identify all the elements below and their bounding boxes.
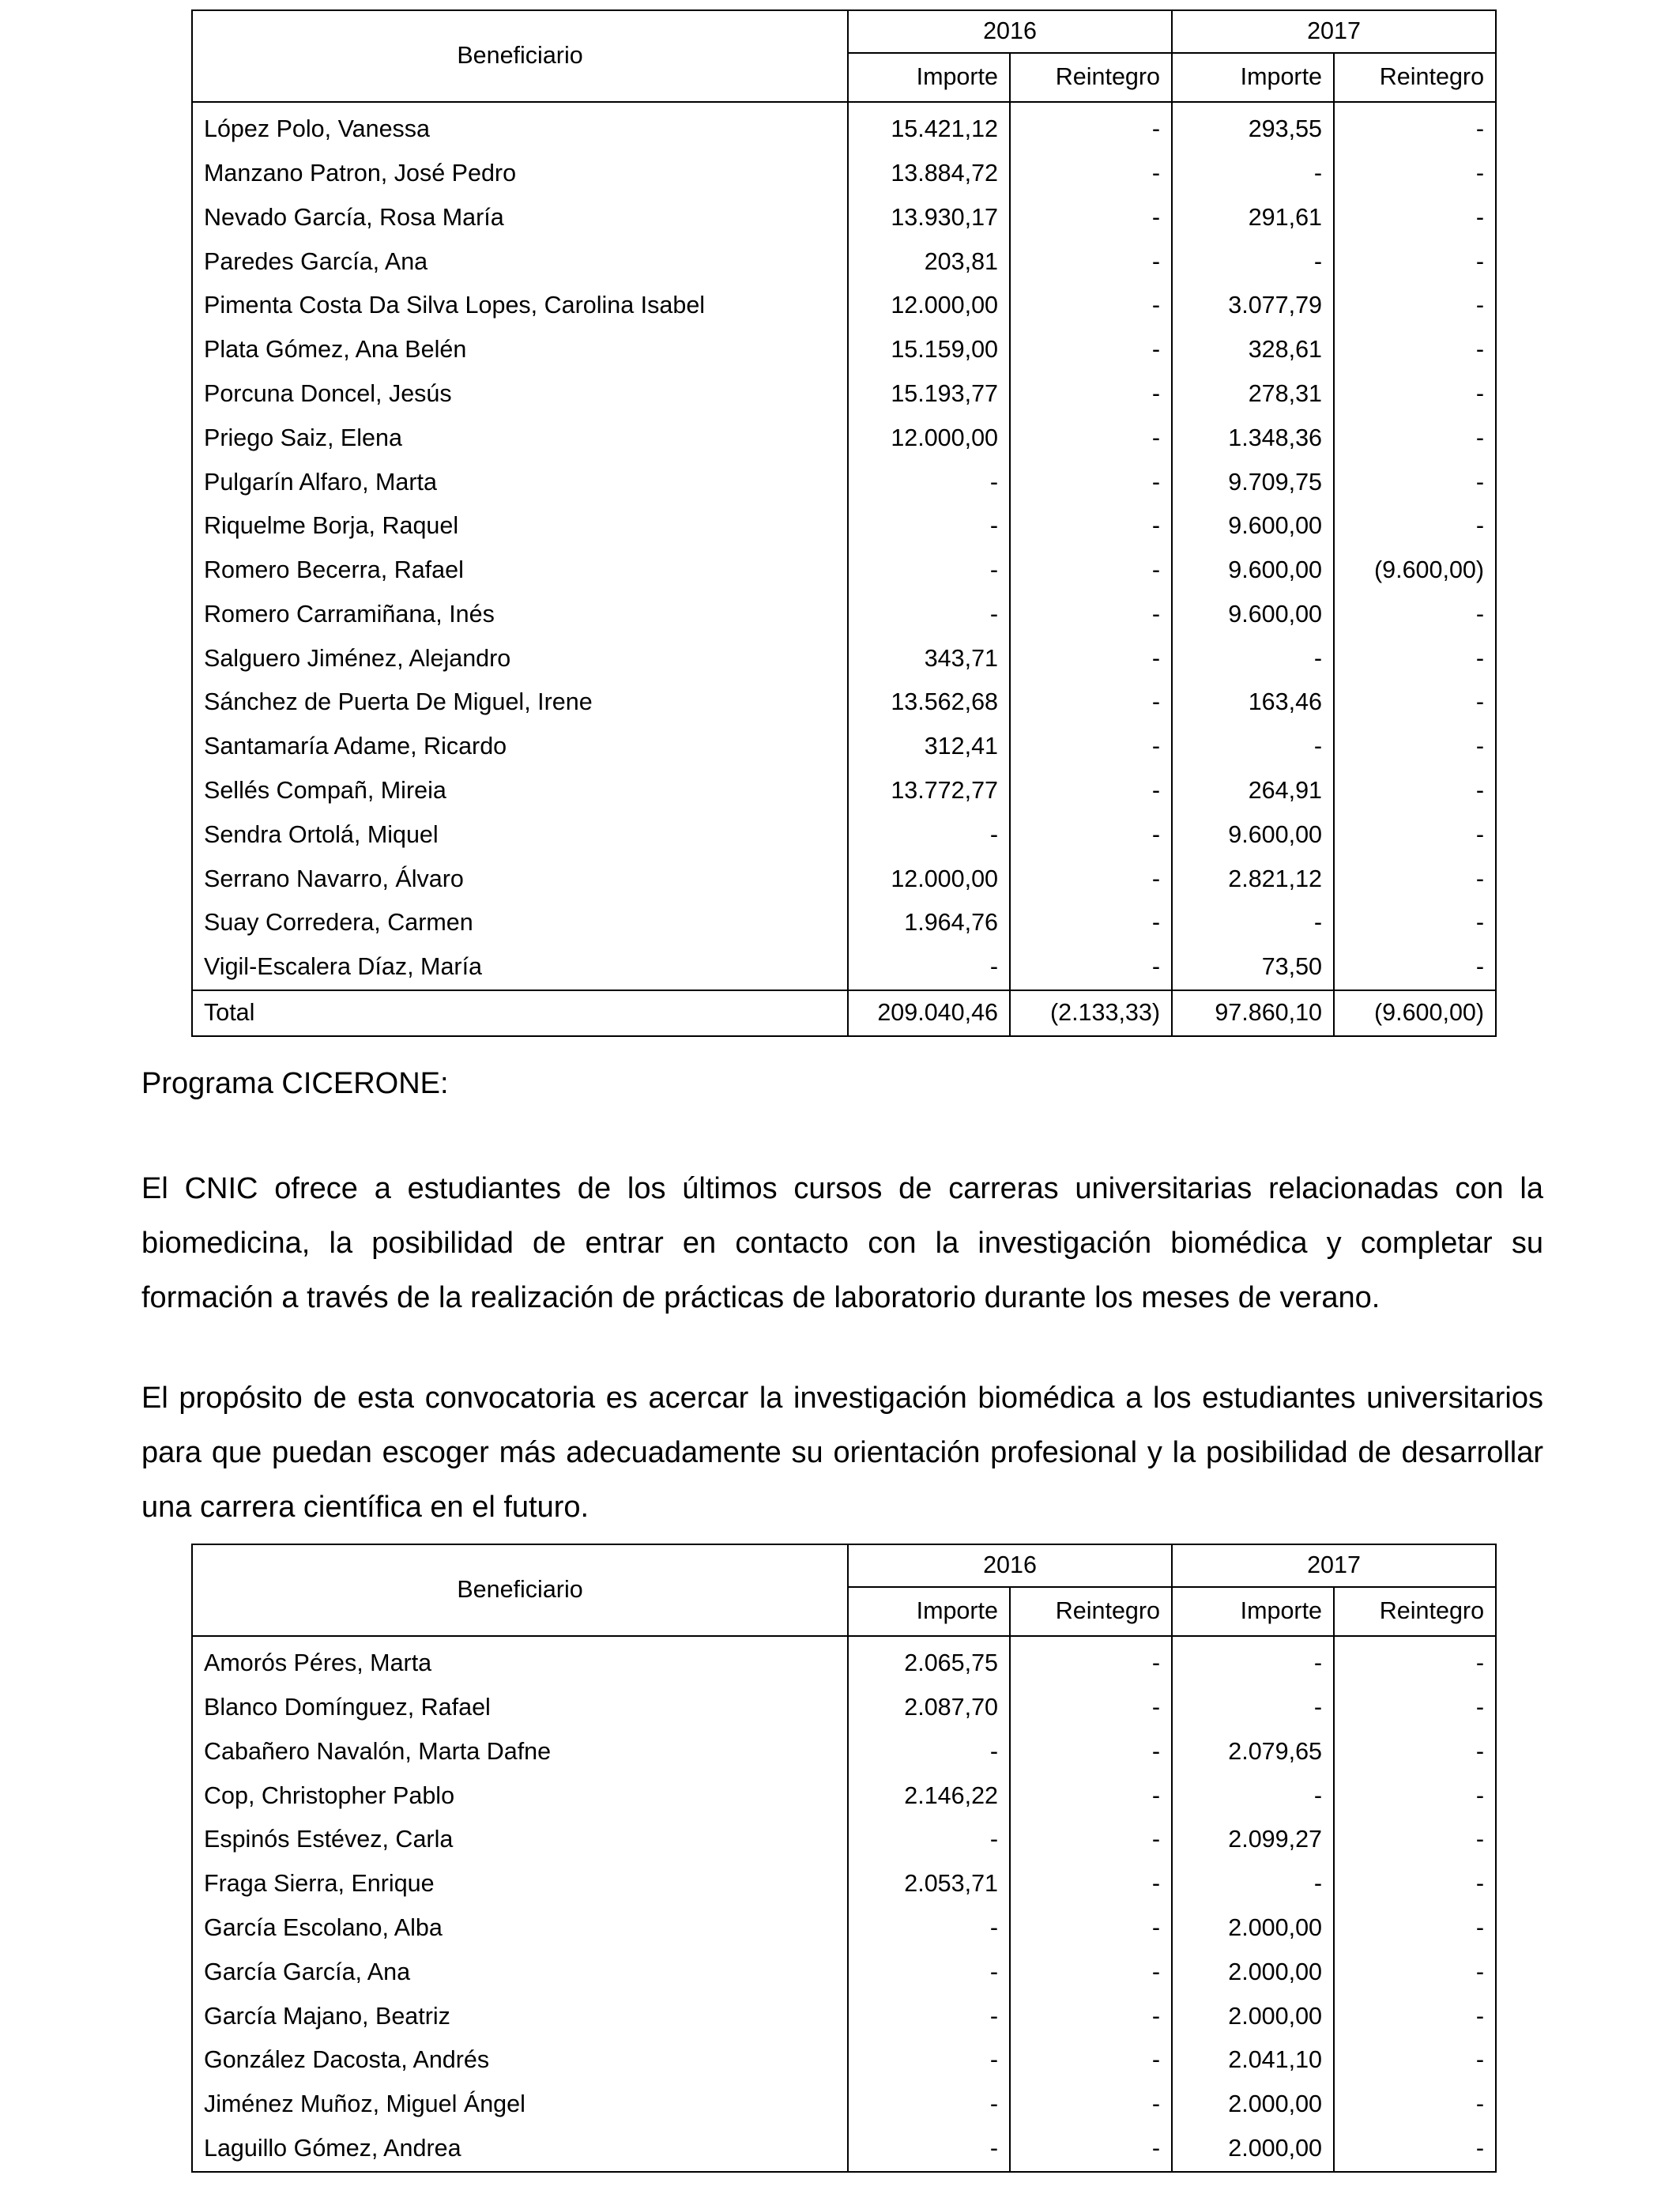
importe-2016: 12.000,00 [848, 284, 1010, 328]
importe-2016: 2.087,70 [848, 1686, 1010, 1730]
importe-2016: - [848, 1994, 1010, 2038]
importe-2016: - [848, 1906, 1010, 1951]
table-row [192, 1686, 1496, 1730]
beneficiary-name: Fraga Sierra, Enrique [192, 1862, 848, 1906]
reintegro-2017: - [1334, 858, 1496, 902]
reintegro-2016: - [1010, 196, 1172, 240]
reintegro-2017: - [1334, 1636, 1496, 1686]
header-year-2017: 2017 [1172, 10, 1496, 53]
importe-2016: - [848, 2127, 1010, 2172]
header-importe-2017: Importe [1172, 1587, 1334, 1636]
importe-2017: 264,91 [1172, 769, 1334, 813]
reintegro-2017: - [1334, 328, 1496, 372]
reintegro-2016: - [1010, 417, 1172, 461]
table-row [192, 1994, 1496, 2038]
importe-2017: 9.600,00 [1172, 593, 1334, 637]
beneficiary-name: Salguero Jiménez, Alejandro [192, 637, 848, 681]
importe-2017: - [1172, 152, 1334, 196]
beneficiary-name: Laguillo Gómez, Andrea [192, 2127, 848, 2172]
reintegro-2017: - [1334, 593, 1496, 637]
reintegro-2017: - [1334, 1774, 1496, 1818]
reintegro-2016: - [1010, 2038, 1172, 2083]
reintegro-2016: - [1010, 680, 1172, 725]
importe-2016: - [848, 945, 1010, 990]
reintegro-2016: - [1010, 548, 1172, 593]
beneficiary-name: García Escolano, Alba [192, 1906, 848, 1951]
table-row [192, 680, 1496, 725]
table-row [192, 548, 1496, 593]
importe-2017: 3.077,79 [1172, 284, 1334, 328]
reintegro-2016: - [1010, 725, 1172, 769]
beneficiary-name: Romero Becerra, Rafael [192, 548, 848, 593]
importe-2017: 163,46 [1172, 680, 1334, 725]
importe-2016: 13.930,17 [848, 196, 1010, 240]
reintegro-2017: - [1334, 152, 1496, 196]
total-label: Total [192, 990, 848, 1036]
table-row [192, 1862, 1496, 1906]
beneficiary-name: Sellés Compañ, Mireia [192, 769, 848, 813]
table-row [192, 2127, 1496, 2172]
total-reintegro-2017: (9.600,00) [1334, 990, 1496, 1036]
importe-2016: - [848, 593, 1010, 637]
reintegro-2017: - [1334, 239, 1496, 284]
importe-2016: - [848, 2038, 1010, 2083]
table-row [192, 152, 1496, 196]
reintegro-2017: - [1334, 2127, 1496, 2172]
reintegro-2017: - [1334, 196, 1496, 240]
reintegro-2016: - [1010, 372, 1172, 417]
beneficiary-name: Plata Gómez, Ana Belén [192, 328, 848, 372]
beneficiary-name: Santamaría Adame, Ricardo [192, 725, 848, 769]
table-row [192, 1906, 1496, 1951]
table-row [192, 1636, 1496, 1686]
importe-2016: 203,81 [848, 239, 1010, 284]
section-paragraph-1: El CNIC ofrece a estudiantes de los últimos cursos de carreras universitarias relacionadas con la biomedicina, la posibilidad de entrar en contacto con la investigación biomédica y completar su formación a través de la realización de prácticas de laboratorio durante los meses de verano. [141, 1172, 1543, 1314]
reintegro-2017: - [1334, 372, 1496, 417]
reintegro-2017: - [1334, 813, 1496, 858]
table-row [192, 196, 1496, 240]
beneficiary-name: García Majano, Beatriz [192, 1994, 848, 2038]
importe-2016: 2.053,71 [848, 1862, 1010, 1906]
table-1-body [192, 102, 1496, 990]
header-beneficiary: Beneficiario [192, 1544, 848, 1636]
table-row [192, 460, 1496, 504]
table-row [192, 593, 1496, 637]
reintegro-2017: - [1334, 1862, 1496, 1906]
table-row [192, 725, 1496, 769]
beneficiary-name: Nevado García, Rosa María [192, 196, 848, 240]
table-row [192, 1730, 1496, 1774]
beneficiary-name: Priego Saiz, Elena [192, 417, 848, 461]
beneficiary-name: Vigil-Escalera Díaz, María [192, 945, 848, 990]
reintegro-2017: - [1334, 769, 1496, 813]
table-row [192, 417, 1496, 461]
reintegro-2016: - [1010, 152, 1172, 196]
reintegro-2017: - [1334, 417, 1496, 461]
table-row [192, 328, 1496, 372]
beneficiary-name: Romero Carramiñana, Inés [192, 593, 848, 637]
importe-2017: 328,61 [1172, 328, 1334, 372]
reintegro-2017: - [1334, 680, 1496, 725]
table-2-body [192, 1636, 1496, 2172]
importe-2017: 9.600,00 [1172, 813, 1334, 858]
beneficiary-name: García García, Ana [192, 1951, 848, 1995]
table-row [192, 284, 1496, 328]
table-row [192, 813, 1496, 858]
reintegro-2017: - [1334, 504, 1496, 548]
beneficiary-name: Serrano Navarro, Álvaro [192, 858, 848, 902]
beneficiary-name: Suay Corredera, Carmen [192, 901, 848, 945]
table-row [192, 239, 1496, 284]
reintegro-2017: - [1334, 1686, 1496, 1730]
importe-2016: 2.065,75 [848, 1636, 1010, 1686]
header-year-2016: 2016 [848, 10, 1172, 53]
importe-2017: 2.000,00 [1172, 1994, 1334, 2038]
reintegro-2016: - [1010, 1906, 1172, 1951]
importe-2016: 12.000,00 [848, 417, 1010, 461]
importe-2017: 2.821,12 [1172, 858, 1334, 902]
table-row [192, 372, 1496, 417]
reintegro-2017: - [1334, 1951, 1496, 1995]
importe-2017: 291,61 [1172, 196, 1334, 240]
importe-2017: 2.000,00 [1172, 1951, 1334, 1995]
table-row [192, 2083, 1496, 2127]
beneficiary-name: Espinós Estévez, Carla [192, 1818, 848, 1862]
importe-2016: 343,71 [848, 637, 1010, 681]
reintegro-2017: - [1334, 1994, 1496, 2038]
beneficiary-name: Pimenta Costa Da Silva Lopes, Carolina Isabel [192, 284, 848, 328]
reintegro-2016: - [1010, 284, 1172, 328]
beneficiary-name: Cabañero Navalón, Marta Dafne [192, 1730, 848, 1774]
reintegro-2017: - [1334, 2083, 1496, 2127]
reintegro-2016: - [1010, 813, 1172, 858]
header-importe-2016: Importe [848, 1587, 1010, 1636]
header-reintegro-2017: Reintegro [1334, 53, 1496, 102]
beneficiaries-table-1 [191, 9, 1497, 1037]
table-row [192, 858, 1496, 902]
importe-2017: - [1172, 1636, 1334, 1686]
beneficiary-name: Pulgarín Alfaro, Marta [192, 460, 848, 504]
beneficiary-name: Porcuna Doncel, Jesús [192, 372, 848, 417]
reintegro-2016: - [1010, 328, 1172, 372]
beneficiary-name: Cop, Christopher Pablo [192, 1774, 848, 1818]
importe-2016: 13.884,72 [848, 152, 1010, 196]
importe-2017: - [1172, 1686, 1334, 1730]
header-reintegro-2017: Reintegro [1334, 1587, 1496, 1636]
importe-2017: - [1172, 637, 1334, 681]
header-beneficiary: Beneficiario [192, 10, 848, 102]
importe-2017: - [1172, 1774, 1334, 1818]
table-row [192, 102, 1496, 152]
beneficiary-name: Jiménez Muñoz, Miguel Ángel [192, 2083, 848, 2127]
importe-2016: 2.146,22 [848, 1774, 1010, 1818]
importe-2017: 73,50 [1172, 945, 1334, 990]
reintegro-2016: - [1010, 2127, 1172, 2172]
importe-2016: 13.562,68 [848, 680, 1010, 725]
importe-2016: 15.193,77 [848, 372, 1010, 417]
table-row [192, 2038, 1496, 2083]
header-year-2017: 2017 [1172, 1544, 1496, 1587]
importe-2017: 2.000,00 [1172, 1906, 1334, 1951]
importe-2017: 2.041,10 [1172, 2038, 1334, 2083]
header-importe-2016: Importe [848, 53, 1010, 102]
importe-2017: 9.709,75 [1172, 460, 1334, 504]
total-row [192, 990, 1496, 1036]
reintegro-2016: - [1010, 504, 1172, 548]
importe-2017: 1.348,36 [1172, 417, 1334, 461]
header-importe-2017: Importe [1172, 53, 1334, 102]
importe-2017: - [1172, 239, 1334, 284]
reintegro-2016: - [1010, 1994, 1172, 2038]
section-paragraph-2: El propósito de esta convocatoria es acercar la investigación biomédica a los estudiantes universitarios para que puedan escoger más adecuadamente su orientación profesional y la posibilidad de desarrollar una carrera científica en el futuro. [141, 1382, 1543, 1524]
importe-2016: - [848, 504, 1010, 548]
section-heading: Programa CICERONE: [141, 1067, 449, 1100]
reintegro-2017: - [1334, 1818, 1496, 1862]
reintegro-2017: - [1334, 945, 1496, 990]
reintegro-2017: - [1334, 637, 1496, 681]
importe-2017: 2.000,00 [1172, 2083, 1334, 2127]
reintegro-2017: - [1334, 102, 1496, 152]
importe-2016: - [848, 460, 1010, 504]
importe-2016: 12.000,00 [848, 858, 1010, 902]
reintegro-2016: - [1010, 1951, 1172, 1995]
importe-2016: - [848, 548, 1010, 593]
importe-2017: 278,31 [1172, 372, 1334, 417]
importe-2017: 293,55 [1172, 102, 1334, 152]
reintegro-2017: - [1334, 284, 1496, 328]
reintegro-2017: - [1334, 460, 1496, 504]
beneficiary-name: Sendra Ortolá, Miquel [192, 813, 848, 858]
reintegro-2017: - [1334, 901, 1496, 945]
table-row [192, 901, 1496, 945]
beneficiary-name: Manzano Patron, José Pedro [192, 152, 848, 196]
total-importe-2017: 97.860,10 [1172, 990, 1334, 1036]
reintegro-2017: - [1334, 725, 1496, 769]
reintegro-2016: - [1010, 901, 1172, 945]
header-year-2016: 2016 [848, 1544, 1172, 1587]
beneficiary-name: Riquelme Borja, Raquel [192, 504, 848, 548]
importe-2016: - [848, 1818, 1010, 1862]
beneficiary-name: Blanco Domínguez, Rafael [192, 1686, 848, 1730]
importe-2017: - [1172, 901, 1334, 945]
importe-2016: - [848, 2083, 1010, 2127]
table-row [192, 769, 1496, 813]
beneficiary-name: Amorós Péres, Marta [192, 1636, 848, 1686]
importe-2017: - [1172, 725, 1334, 769]
reintegro-2016: - [1010, 769, 1172, 813]
importe-2016: 312,41 [848, 725, 1010, 769]
beneficiary-name: Paredes García, Ana [192, 239, 848, 284]
reintegro-2016: - [1010, 239, 1172, 284]
header-reintegro-2016: Reintegro [1010, 53, 1172, 102]
table-row [192, 1774, 1496, 1818]
beneficiary-name: Sánchez de Puerta De Miguel, Irene [192, 680, 848, 725]
importe-2017: - [1172, 1862, 1334, 1906]
reintegro-2017: - [1334, 1906, 1496, 1951]
beneficiaries-table-2 [191, 1544, 1497, 2173]
table-row [192, 1818, 1496, 1862]
table-row [192, 637, 1496, 681]
reintegro-2016: - [1010, 1686, 1172, 1730]
importe-2016: 13.772,77 [848, 769, 1010, 813]
reintegro-2017: - [1334, 1730, 1496, 1774]
importe-2017: 2.000,00 [1172, 2127, 1334, 2172]
importe-2017: 9.600,00 [1172, 504, 1334, 548]
importe-2017: 9.600,00 [1172, 548, 1334, 593]
reintegro-2016: - [1010, 593, 1172, 637]
reintegro-2016: - [1010, 460, 1172, 504]
table-row [192, 945, 1496, 990]
reintegro-2016: - [1010, 637, 1172, 681]
reintegro-2017: - [1334, 2038, 1496, 2083]
total-importe-2016: 209.040,46 [848, 990, 1010, 1036]
reintegro-2016: - [1010, 1774, 1172, 1818]
beneficiary-name: González Dacosta, Andrés [192, 2038, 848, 2083]
reintegro-2017: (9.600,00) [1334, 548, 1496, 593]
reintegro-2016: - [1010, 945, 1172, 990]
reintegro-2016: - [1010, 1818, 1172, 1862]
reintegro-2016: - [1010, 858, 1172, 902]
importe-2016: 15.421,12 [848, 102, 1010, 152]
beneficiary-name: López Polo, Vanessa [192, 102, 848, 152]
reintegro-2016: - [1010, 1730, 1172, 1774]
importe-2017: 2.099,27 [1172, 1818, 1334, 1862]
importe-2016: - [848, 813, 1010, 858]
importe-2017: 2.079,65 [1172, 1730, 1334, 1774]
header-reintegro-2016: Reintegro [1010, 1587, 1172, 1636]
table-row [192, 1951, 1496, 1995]
reintegro-2016: - [1010, 1862, 1172, 1906]
importe-2016: 15.159,00 [848, 328, 1010, 372]
total-reintegro-2016: (2.133,33) [1010, 990, 1172, 1036]
reintegro-2016: - [1010, 2083, 1172, 2127]
importe-2016: - [848, 1730, 1010, 1774]
reintegro-2016: - [1010, 1636, 1172, 1686]
importe-2016: 1.964,76 [848, 901, 1010, 945]
reintegro-2016: - [1010, 102, 1172, 152]
table-row [192, 504, 1496, 548]
importe-2016: - [848, 1951, 1010, 1995]
